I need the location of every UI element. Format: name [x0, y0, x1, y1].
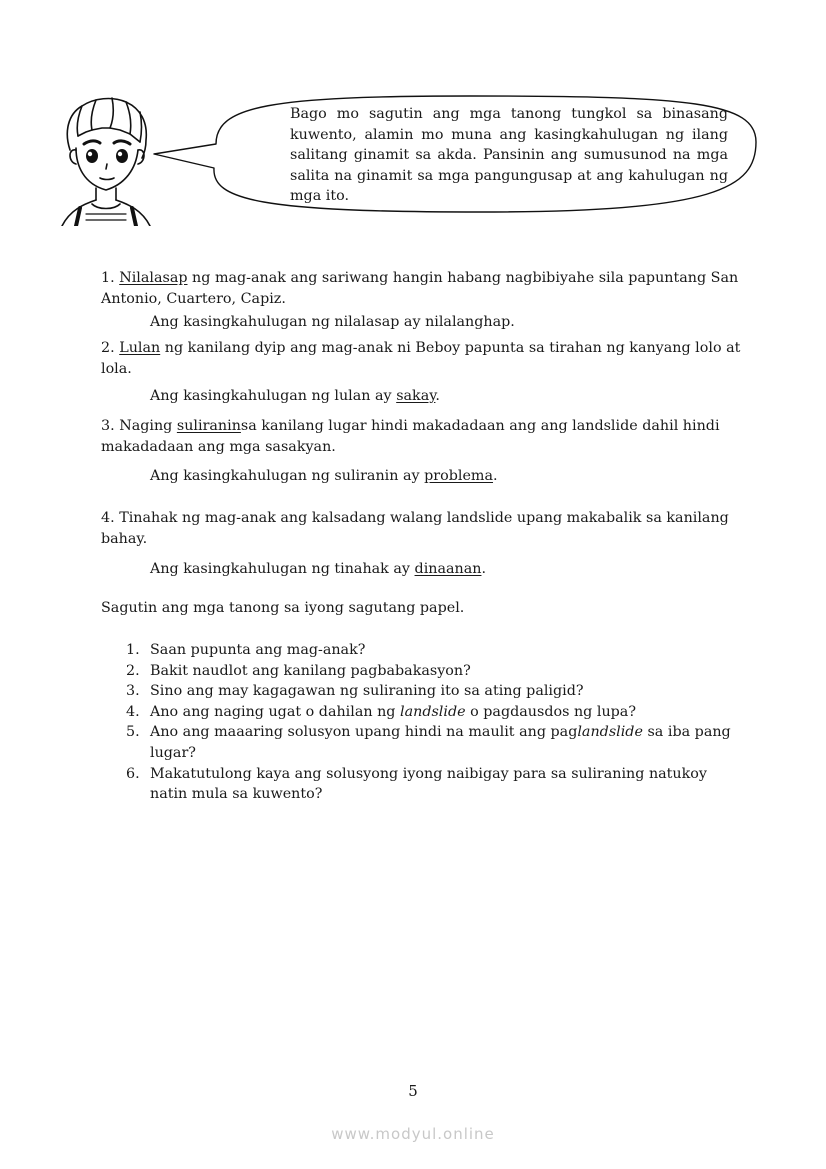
vocab-sentence-4: 4. Tinahak ng mag-anak ang kalsadang walang landslide upang makabalik sa kanilang bahay. — [101, 510, 729, 547]
question-item: 3. Sino ang may kagagawan ng suliraning ito sa ating paligid? — [126, 683, 584, 700]
vocab-sentence-3: 3. Naging suliraninsa kanilang lugar hindi makadadaan ang ang landslide dahil hindi makadadaan ang mga sasakyan. — [101, 418, 720, 455]
watermark: www.modyul.online — [331, 1125, 495, 1143]
page-number: 5 — [408, 1082, 418, 1100]
vocab-word-3: suliranin — [176, 418, 241, 434]
vocab-answer-3: Ang kasingkahulugan ng suliranin ay problema. — [150, 468, 498, 484]
vocab-answer-4: Ang kasingkahulugan ng tinahak ay dinaanan. — [150, 561, 487, 577]
vocab-answer-1: Ang kasingkahulugan ng nilalasap ay nilalanghap. — [150, 314, 515, 330]
vocab-word-2: Lulan — [119, 340, 161, 356]
vocab-sentence-2: 2. Lulan ng kanilang dyip ang mag-anak ni Beboy papunta sa tirahan ng kanyang lolo at lola. — [101, 340, 741, 377]
question-item: 6. Makatutulong kaya ang solusyong iyong naibigay para sa suliraning natukoy natin mula sa kuwento? — [126, 765, 707, 803]
answer-word-2: sakay — [396, 388, 436, 404]
vocab-answer-2: Ang kasingkahulugan ng lulan ay sakay. — [150, 388, 440, 404]
vocab-sentence-1: 1. Nilalasap ng mag-anak ang sariwang hangin habang nagbibiyahe sila papuntang San Antonio, Cuartero, Capiz. — [101, 270, 739, 307]
question-item: 1. Saan pupunta ang mag-anak? — [126, 642, 366, 658]
question-list — [126, 640, 736, 805]
instruction-text: Sagutin ang mga tanong sa iyong sagutang papel. — [101, 600, 465, 616]
vocab-word-1: Nilalasap — [119, 270, 188, 286]
answer-word-3: problema — [424, 468, 494, 484]
answer-word-4: dinaanan — [414, 561, 482, 577]
boy-illustration — [56, 92, 156, 226]
speech-bubble-text — [244, 104, 728, 207]
question-item: 5. Ano ang maaaring solusyon upang hindi na maulit ang paglandslide sa iba pang lugar? — [126, 724, 731, 761]
question-item: 4. Ano ang naging ugat o dahilan ng landslide o pagdausdos ng lupa? — [126, 703, 636, 720]
intro-paragraph: Bago mo sagutin ang mga tanong tungkol sa binasang kuwento, alamin mo muna ang kasingkahulugan ng ilang salitang ginamit sa akda. Pansinin ang sumusunod na mga salita na ginamit sa mga pangungusap at ang kahulugan ng mga ito. — [290, 106, 728, 204]
question-item: 2. Bakit naudlot ang kanilang pagbabakasyon? — [126, 662, 471, 679]
